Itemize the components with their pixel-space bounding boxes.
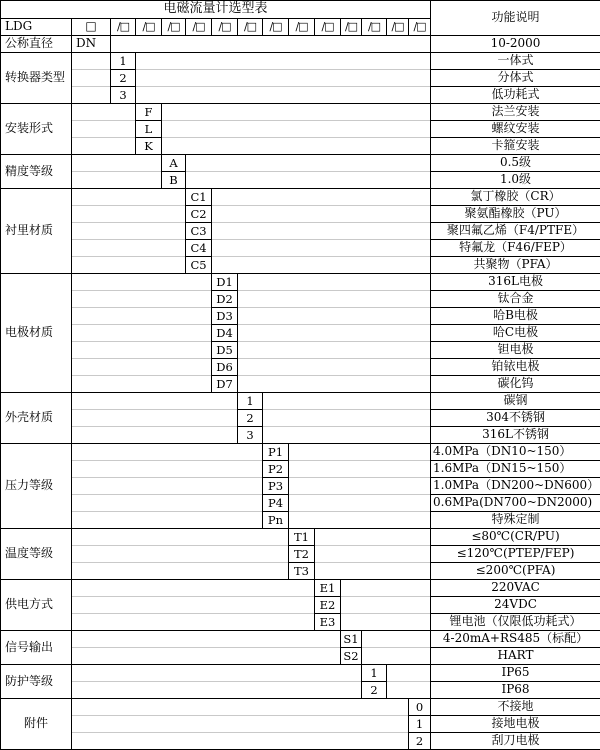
option-row: [1, 733, 600, 750]
category-pressure-rating: 压力等级: [1, 444, 72, 529]
filler: [72, 614, 315, 631]
option-desc: 碳钢: [431, 393, 600, 410]
filler: [341, 614, 431, 631]
filler: [162, 138, 431, 155]
option-row: [1, 342, 600, 359]
filler: [72, 342, 212, 359]
filler: [72, 699, 409, 716]
option-row: [1, 631, 600, 648]
option-code: Pn: [263, 512, 289, 529]
filler: [263, 410, 431, 427]
option-code: 1: [362, 665, 387, 682]
option-row: [1, 461, 600, 478]
filler: [72, 716, 409, 733]
filler: [72, 461, 263, 478]
option-row: [1, 614, 600, 631]
option-row: [1, 444, 600, 461]
option-desc: 碳化钨: [431, 376, 600, 393]
category-installation-type: 安装形式: [1, 104, 72, 155]
filler: [111, 36, 431, 53]
option-desc: 304不锈钢: [431, 410, 600, 427]
option-desc: 哈B电极: [431, 308, 600, 325]
option-row: [1, 121, 600, 138]
option-code: L: [136, 121, 162, 138]
model-slot: /□: [162, 19, 186, 36]
function-column-header: 功能说明: [431, 1, 600, 36]
filler: [72, 631, 341, 648]
filler: [341, 597, 431, 614]
option-code: P1: [263, 444, 289, 461]
option-code: E3: [315, 614, 341, 631]
option-code: T1: [289, 529, 315, 546]
option-desc: 分体式: [431, 70, 600, 87]
option-desc: 10-2000: [431, 36, 600, 53]
option-code: C1: [186, 189, 212, 206]
option-code: D2: [212, 291, 238, 308]
category-electrode-material: 电极材质: [1, 274, 72, 393]
option-row: [1, 308, 600, 325]
model-slot: /□: [111, 19, 136, 36]
option-row: [1, 512, 600, 529]
option-row: [1, 478, 600, 495]
filler: [238, 376, 431, 393]
filler: [238, 359, 431, 376]
filler: [72, 138, 136, 155]
option-code: 1: [111, 53, 136, 70]
filler: [72, 359, 212, 376]
option-row: [1, 580, 600, 597]
filler: [72, 223, 186, 240]
option-row: [1, 716, 600, 733]
category-nominal-diameter: 公称直径: [1, 36, 72, 53]
model-slot: /□: [387, 19, 409, 36]
filler: [289, 444, 431, 461]
model-prefix: LDG: [1, 19, 72, 36]
option-code: S2: [341, 648, 362, 665]
option-row: [1, 495, 600, 512]
option-code: DN: [72, 36, 111, 53]
filler: [72, 444, 263, 461]
option-code: P3: [263, 478, 289, 495]
filler: [362, 631, 431, 648]
option-code: S1: [341, 631, 362, 648]
option-desc: ≤120℃(PTEP/FEP): [431, 546, 600, 563]
option-code: C5: [186, 257, 212, 274]
filler: [72, 580, 315, 597]
option-code: T2: [289, 546, 315, 563]
option-desc: 低功耗式: [431, 87, 600, 104]
option-code: 2: [111, 70, 136, 87]
option-desc: 4.0MPa（DN10~150）: [431, 444, 600, 461]
model-box: □: [72, 19, 111, 36]
filler: [72, 308, 212, 325]
option-code: C4: [186, 240, 212, 257]
filler: [72, 53, 111, 70]
filler: [72, 682, 362, 699]
filler: [72, 393, 238, 410]
option-code: C3: [186, 223, 212, 240]
option-code: B: [162, 172, 186, 189]
filler: [238, 274, 431, 291]
option-row: [1, 393, 600, 410]
model-slot: /□: [186, 19, 212, 36]
option-code: E2: [315, 597, 341, 614]
option-desc: 1.6MPa（DN15~150）: [431, 461, 600, 478]
filler: [212, 257, 431, 274]
option-code: C2: [186, 206, 212, 223]
option-code: P2: [263, 461, 289, 478]
filler: [212, 223, 431, 240]
option-row: [1, 223, 600, 240]
filler: [72, 291, 212, 308]
filler: [136, 87, 431, 104]
filler: [72, 376, 212, 393]
filler: [72, 121, 136, 138]
filler: [289, 512, 431, 529]
filler: [72, 240, 186, 257]
filler: [238, 325, 431, 342]
filler: [72, 189, 186, 206]
filler: [72, 87, 111, 104]
filler: [315, 529, 431, 546]
option-code: 3: [238, 427, 263, 444]
filler: [72, 257, 186, 274]
option-desc: 不接地: [431, 699, 600, 716]
option-code: K: [136, 138, 162, 155]
option-desc: 1.0级: [431, 172, 600, 189]
option-row: [1, 648, 600, 665]
filler: [387, 682, 431, 699]
option-desc: 哈C电极: [431, 325, 600, 342]
option-row: [1, 36, 600, 53]
filler: [315, 546, 431, 563]
filler: [72, 274, 212, 291]
filler: [72, 512, 263, 529]
option-desc: 锂电池（仅限低功耗式）: [431, 614, 600, 631]
option-desc: 刮刀电极: [431, 733, 600, 750]
option-code: 2: [238, 410, 263, 427]
filler: [72, 427, 238, 444]
option-row: [1, 138, 600, 155]
filler: [238, 291, 431, 308]
option-desc: HART: [431, 648, 600, 665]
filler: [72, 648, 341, 665]
filler: [289, 478, 431, 495]
option-row: [1, 70, 600, 87]
filler: [186, 155, 431, 172]
option-row: [1, 359, 600, 376]
filler: [72, 70, 111, 87]
filler: [136, 70, 431, 87]
option-desc: 聚四氟乙烯（F4/PTFE）: [431, 223, 600, 240]
filler: [72, 478, 263, 495]
option-desc: ≤200℃(PFA): [431, 563, 600, 580]
model-slot: /□: [409, 19, 431, 36]
filler: [72, 495, 263, 512]
option-code: A: [162, 155, 186, 172]
filler: [72, 546, 289, 563]
filler: [72, 665, 362, 682]
filler: [238, 342, 431, 359]
filler: [72, 104, 136, 121]
model-slot: /□: [263, 19, 289, 36]
option-code: P4: [263, 495, 289, 512]
option-row: [1, 240, 600, 257]
option-desc: 钽电极: [431, 342, 600, 359]
option-desc: 卡箍安装: [431, 138, 600, 155]
option-desc: 铂铱电极: [431, 359, 600, 376]
category-accuracy-class: 精度等级: [1, 155, 72, 189]
option-row: [1, 155, 600, 172]
option-code: 1: [409, 716, 431, 733]
option-row: [1, 104, 600, 121]
option-desc: 1.0MPa（DN200~DN600）: [431, 478, 600, 495]
option-code: T3: [289, 563, 315, 580]
option-code: 2: [362, 682, 387, 699]
option-desc: 接地电极: [431, 716, 600, 733]
category-signal-output: 信号输出: [1, 631, 72, 665]
filler: [263, 427, 431, 444]
option-desc: IP68: [431, 682, 600, 699]
filler: [212, 206, 431, 223]
option-desc: 24VDC: [431, 597, 600, 614]
filler: [212, 189, 431, 206]
filler: [72, 325, 212, 342]
option-code: D6: [212, 359, 238, 376]
option-row: [1, 682, 600, 699]
filler: [362, 648, 431, 665]
category-temperature-rating: 温度等级: [1, 529, 72, 580]
option-desc: 法兰安装: [431, 104, 600, 121]
option-row: [1, 53, 600, 70]
filler: [186, 172, 431, 189]
option-code: 2: [409, 733, 431, 750]
model-slot: /□: [315, 19, 341, 36]
option-code: 0: [409, 699, 431, 716]
option-row: [1, 427, 600, 444]
option-code: D5: [212, 342, 238, 359]
filler: [289, 495, 431, 512]
option-code: F: [136, 104, 162, 121]
option-code: D7: [212, 376, 238, 393]
option-desc: 316L不锈钢: [431, 427, 600, 444]
option-row: [1, 172, 600, 189]
option-row: [1, 529, 600, 546]
filler: [263, 393, 431, 410]
option-row: [1, 325, 600, 342]
option-desc: 聚氨酯橡胶（PU）: [431, 206, 600, 223]
title-row: [1, 1, 600, 19]
category-housing-material: 外壳材质: [1, 393, 72, 444]
option-row: [1, 274, 600, 291]
filler: [162, 104, 431, 121]
option-desc: 特殊定制: [431, 512, 600, 529]
option-desc: 特氟龙（F46/FEP）: [431, 240, 600, 257]
filler: [162, 121, 431, 138]
option-desc: 一体式: [431, 53, 600, 70]
filler: [341, 580, 431, 597]
option-desc: 220VAC: [431, 580, 600, 597]
filler: [72, 155, 162, 172]
filler: [387, 665, 431, 682]
model-slot: /□: [289, 19, 315, 36]
option-row: [1, 206, 600, 223]
filler: [72, 410, 238, 427]
option-row: [1, 563, 600, 580]
filler: [238, 308, 431, 325]
model-slot: /□: [136, 19, 162, 36]
category-accessories: 附件: [1, 699, 72, 750]
option-row: [1, 257, 600, 274]
option-desc: 4-20mA+RS485（标配）: [431, 631, 600, 648]
option-row: [1, 291, 600, 308]
option-desc: IP65: [431, 665, 600, 682]
option-row: [1, 410, 600, 427]
option-desc: 螺纹安装: [431, 121, 600, 138]
option-row: [1, 376, 600, 393]
option-desc: 氯丁橡胶（CR）: [431, 189, 600, 206]
option-desc: 0.6MPa(DN700~DN2000): [431, 495, 600, 512]
category-converter-type: 转换器类型: [1, 53, 72, 104]
page-title: 电磁流量计选型表: [1, 1, 431, 19]
category-power-supply: 供电方式: [1, 580, 72, 631]
filler: [72, 597, 315, 614]
option-code: E1: [315, 580, 341, 597]
option-code: D3: [212, 308, 238, 325]
option-row: [1, 546, 600, 563]
option-code: D4: [212, 325, 238, 342]
model-slot: /□: [362, 19, 387, 36]
option-code: 3: [111, 87, 136, 104]
option-row: [1, 597, 600, 614]
option-code: 1: [238, 393, 263, 410]
option-code: D1: [212, 274, 238, 291]
model-slot: /□: [212, 19, 238, 36]
filler: [72, 206, 186, 223]
model-slot: /□: [238, 19, 263, 36]
option-row: [1, 699, 600, 716]
category-protection-rating: 防护等级: [1, 665, 72, 699]
option-desc: ≤80℃(CR/PU): [431, 529, 600, 546]
category-liner-material: 衬里材质: [1, 189, 72, 274]
model-slot: /□: [341, 19, 362, 36]
filler: [72, 172, 162, 189]
option-row: [1, 87, 600, 104]
filler: [72, 733, 409, 750]
filler: [72, 563, 289, 580]
option-row: [1, 665, 600, 682]
filler: [136, 53, 431, 70]
filler: [212, 240, 431, 257]
option-row: [1, 189, 600, 206]
option-desc: 0.5级: [431, 155, 600, 172]
filler: [289, 461, 431, 478]
option-desc: 共聚物（PFA）: [431, 257, 600, 274]
option-desc: 钛合金: [431, 291, 600, 308]
option-desc: 316L电极: [431, 274, 600, 291]
filler: [315, 563, 431, 580]
filler: [72, 529, 289, 546]
